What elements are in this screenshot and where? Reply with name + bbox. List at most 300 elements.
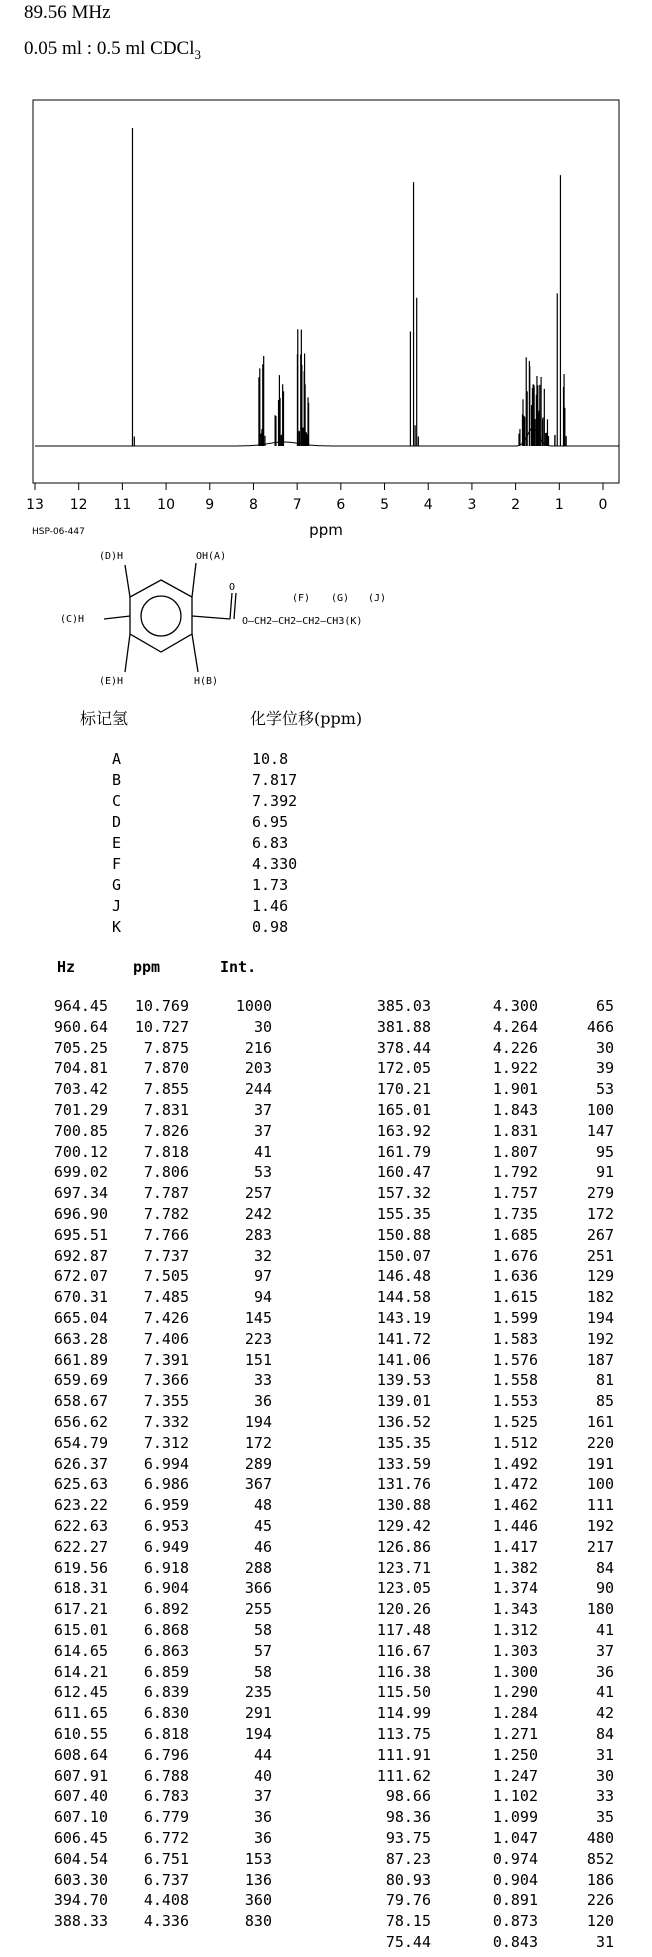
peak-hz: 672.07 [53,1267,108,1286]
peak-row [0,1101,652,1121]
peak-hz: 607.91 [53,1766,108,1785]
peak-int: 180 [586,1600,614,1619]
peak-ppm: 1.576 [492,1350,538,1369]
x-tick-label: 12 [69,497,88,513]
peak-hz: 697.34 [53,1184,108,1203]
peak-int: 242 [244,1205,272,1223]
peak-hz: 172.05 [376,1059,431,1078]
shift-value: 1.73 [252,876,289,894]
peak-row [0,1704,652,1724]
peak-int: 37 [253,1101,272,1119]
peak-hz: 614.65 [53,1641,108,1660]
peak-int: 192 [586,1517,614,1535]
peak-hz: 139.53 [376,1371,431,1390]
shift-label: F [112,855,122,873]
peak-int: 187 [586,1350,614,1369]
peak-hz: 98.36 [385,1808,431,1827]
peak-hz: 150.07 [376,1246,431,1265]
peak-ppm: 0.904 [492,1870,538,1889]
peak-ppm: 7.485 [143,1288,189,1307]
peak-ppm: 4.336 [143,1912,189,1931]
peak-int: 48 [253,1496,272,1515]
peak-hz: 160.47 [376,1163,431,1182]
shift-label: G [112,876,122,894]
peak-int: 100 [586,1101,614,1119]
peak-int: 57 [253,1641,272,1660]
peak-ppm: 10.769 [134,997,189,1015]
x-tick-label: 8 [249,497,258,513]
peak-ppm: 6.868 [143,1621,189,1639]
peak-int: 172 [244,1433,272,1452]
peak-int: 45 [253,1517,272,1535]
peak-ppm: 4.226 [492,1038,538,1057]
peak-hz: 622.27 [53,1537,108,1556]
peak-int: 251 [586,1246,614,1265]
peak-int: 289 [244,1454,272,1473]
peak-row [0,1205,652,1225]
peak-ppm: 7.406 [143,1329,189,1348]
peak-row [0,1392,652,1412]
peak-int: 288 [244,1558,272,1577]
peak-row [0,1787,652,1807]
peak-hz: 111.91 [376,1745,431,1764]
peak-int: 90 [595,1579,614,1598]
peak-int: 30 [253,1017,272,1036]
peak-int: 95 [595,1142,614,1161]
peak-hz: 618.31 [53,1579,108,1598]
spectrometer-frequency: 89.56 MHz [24,2,111,23]
peak-int: 32 [253,1246,272,1265]
peak-ppm: 1.462 [492,1496,538,1515]
peak-row [0,1683,652,1703]
peak-ppm: 6.783 [143,1787,189,1806]
peak-hz: 606.45 [53,1829,108,1847]
peak-int: 33 [595,1787,614,1806]
peak-ppm: 1.831 [492,1121,538,1140]
peak-hz: 659.69 [53,1371,108,1390]
peak-int: 40 [253,1766,272,1785]
peak-ppm: 6.779 [143,1808,189,1827]
peak-int: 91 [595,1163,614,1182]
peak-hz: 75.44 [385,1933,431,1951]
peak-header-hz: Hz [57,958,76,976]
peak-ppm: 1.343 [492,1600,538,1619]
shift-value: 7.817 [252,771,298,789]
peak-hz: 615.01 [53,1621,108,1639]
peak-int: 1000 [235,997,272,1015]
x-tick-label: 6 [336,497,346,513]
peak-hz: 604.54 [53,1849,108,1868]
peak-row [0,1663,652,1683]
peak-ppm: 1.312 [492,1621,538,1639]
peak-hz: 144.58 [376,1288,431,1307]
peak-ppm: 6.788 [143,1766,189,1785]
peak-ppm: 6.796 [143,1745,189,1764]
peak-hz: 157.32 [376,1184,431,1203]
peak-ppm: 7.355 [143,1392,189,1411]
peak-hz: 123.05 [376,1579,431,1598]
peak-row [0,1579,652,1599]
sample-subscript: 3 [194,46,201,62]
peak-hz: 130.88 [376,1496,431,1515]
peak-ppm: 1.676 [492,1246,538,1265]
peak-ppm: 1.843 [492,1101,538,1119]
peak-int: 33 [253,1371,272,1390]
peak-ppm: 6.818 [143,1725,189,1743]
peak-int: 53 [595,1080,614,1099]
peak-ppm: 7.366 [143,1371,189,1390]
peak-int: 97 [253,1267,272,1286]
peak-int: 41 [595,1621,614,1639]
x-tick-label: 11 [113,497,132,513]
peak-int: 58 [253,1621,272,1639]
peak-ppm: 1.558 [492,1371,538,1390]
peak-hz: 126.86 [376,1537,431,1556]
shift-value: 7.392 [252,792,298,810]
sample-text: 0.05 ml : 0.5 ml CDCl [24,38,195,59]
peak-row [0,1143,652,1163]
peak-row [0,1475,652,1495]
peak-hz: 658.67 [53,1392,108,1411]
shift-label: K [112,918,122,936]
peak-int: 129 [586,1267,614,1286]
peak-ppm: 6.986 [143,1475,189,1494]
peak-int: 360 [244,1891,272,1910]
peak-row [0,1496,652,1516]
peak-row [0,1912,652,1932]
x-tick-label: 1 [554,497,564,513]
peak-ppm: 7.332 [143,1413,189,1431]
peak-hz: 163.92 [376,1121,431,1140]
peak-hz: 143.19 [376,1309,431,1327]
x-tick-label: 10 [157,497,175,513]
peak-int: 226 [586,1891,614,1910]
peak-ppm: 7.831 [143,1101,189,1119]
peak-row [0,1039,652,1059]
peak-ppm: 7.426 [143,1309,189,1327]
peak-int: 85 [595,1392,614,1411]
peak-hz: 378.44 [376,1038,431,1057]
peak-hz: 656.62 [53,1413,108,1431]
peak-hz: 161.79 [376,1142,431,1161]
peak-int: 37 [253,1121,272,1140]
peak-hz: 696.90 [53,1205,108,1223]
peak-hz: 626.37 [53,1454,108,1473]
peak-row [0,1891,652,1911]
peak-int: 161 [586,1413,614,1431]
peak-row [0,1933,652,1953]
peak-hz: 113.75 [376,1725,431,1743]
peak-int: 216 [244,1038,272,1057]
peak-int: 145 [244,1309,272,1327]
peak-hz: 87.23 [385,1849,431,1868]
x-tick-label: 13 [26,497,44,513]
peak-hz: 165.01 [376,1101,431,1119]
peak-hz: 135.35 [376,1433,431,1452]
peak-int: 35 [595,1808,614,1827]
peak-hz: 116.38 [376,1662,431,1681]
peak-hz: 622.63 [53,1517,108,1535]
shift-label: C [112,792,122,810]
label-carbonyl-o: O [229,582,236,593]
peak-ppm: 1.290 [492,1683,538,1702]
peak-ppm: 1.284 [492,1704,538,1723]
label-g: (G) [331,593,350,604]
label-d: (D)H [99,551,124,562]
peak-ppm: 6.751 [143,1849,189,1868]
peak-hz: 701.29 [53,1101,108,1119]
peak-ppm: 7.312 [143,1433,189,1452]
peak-int: 182 [586,1288,614,1307]
peak-int: 151 [244,1350,272,1369]
peak-hz: 623.22 [53,1496,108,1515]
peak-ppm: 1.250 [492,1745,538,1764]
peak-int: 153 [244,1849,272,1868]
peak-ppm: 7.875 [143,1038,189,1057]
peak-hz: 133.59 [376,1454,431,1473]
peak-row [0,1808,652,1828]
peak-ppm: 6.918 [143,1558,189,1577]
peak-hz: 703.42 [53,1080,108,1099]
peak-ppm: 1.271 [492,1725,538,1743]
peak-int: 194 [244,1413,272,1431]
peak-int: 194 [244,1725,272,1743]
peak-int: 94 [253,1288,272,1307]
peak-ppm: 6.953 [143,1517,189,1535]
peak-int: 65 [595,997,614,1015]
peak-ppm: 6.892 [143,1600,189,1619]
peak-ppm: 1.792 [492,1163,538,1182]
shift-label: D [112,813,122,831]
peak-hz: 117.48 [376,1621,431,1639]
peak-row [0,1829,652,1849]
peak-int: 136 [244,1870,272,1889]
peak-hz: 116.67 [376,1641,431,1660]
peak-int: 37 [595,1641,614,1660]
peak-int: 191 [586,1454,614,1473]
peak-row [0,1600,652,1620]
peak-int: 192 [586,1329,614,1348]
peak-ppm: 1.417 [492,1537,538,1556]
peak-row [0,1247,652,1267]
peak-int: 830 [244,1912,272,1931]
peak-ppm: 1.553 [492,1392,538,1411]
peak-int: 367 [244,1475,272,1494]
shift-header-value: 化学位移(ppm) [250,709,363,728]
peak-row [0,1163,652,1183]
peak-ppm: 6.737 [143,1870,189,1889]
peak-int: 217 [586,1537,614,1556]
peak-hz: 704.81 [53,1059,108,1078]
peak-row [0,1122,652,1142]
peak-int: 223 [244,1329,272,1348]
peak-hz: 700.12 [53,1142,108,1161]
peak-hz: 123.71 [376,1558,431,1577]
peak-ppm: 1.583 [492,1329,538,1348]
peak-header-ppm: ppm [133,958,161,976]
peak-int: 30 [595,1038,614,1057]
peak-ppm: 1.599 [492,1309,538,1327]
peak-ppm: 1.807 [492,1142,538,1161]
peak-ppm: 1.374 [492,1579,538,1598]
peak-hz: 129.42 [376,1517,431,1535]
peak-hz: 670.31 [53,1288,108,1307]
peak-hz: 610.55 [53,1725,108,1743]
peak-hz: 111.62 [376,1766,431,1785]
peak-row [0,1059,652,1079]
peak-row [0,1330,652,1350]
peak-int: 36 [253,1829,272,1847]
peak-ppm: 1.102 [492,1787,538,1806]
peak-hz: 155.35 [376,1205,431,1223]
x-tick-label: 0 [598,497,608,513]
peak-ppm: 1.525 [492,1413,538,1431]
peak-hz: 700.85 [53,1121,108,1140]
peak-int: 41 [595,1683,614,1702]
peak-int: 291 [244,1704,272,1723]
peak-int: 235 [244,1683,272,1702]
peak-ppm: 1.901 [492,1080,538,1099]
peak-ppm: 1.492 [492,1454,538,1473]
peak-ppm: 1.247 [492,1766,538,1785]
peak-int: 44 [253,1745,272,1764]
x-tick-label: 3 [467,497,477,513]
peak-ppm: 7.855 [143,1080,189,1099]
peak-int: 267 [586,1225,614,1244]
peak-hz: 654.79 [53,1433,108,1452]
peak-hz: 607.40 [53,1787,108,1806]
peak-row [0,1746,652,1766]
peak-int: 42 [595,1704,614,1723]
peak-row [0,1871,652,1891]
peak-hz: 705.25 [53,1038,108,1057]
peak-hz: 146.48 [376,1267,431,1286]
peak-ppm: 7.787 [143,1184,189,1203]
peak-int: 36 [253,1808,272,1827]
peak-hz: 663.28 [53,1329,108,1348]
peak-ppm: 0.843 [492,1933,538,1951]
peak-ppm: 0.873 [492,1912,538,1931]
peak-int: 244 [244,1080,272,1099]
peak-ppm: 0.891 [492,1891,538,1910]
peak-hz: 661.89 [53,1350,108,1369]
label-oh: OH(A) [196,551,227,562]
peak-ppm: 7.782 [143,1205,189,1223]
peak-hz: 150.88 [376,1225,431,1244]
peak-ppm: 1.922 [492,1059,538,1078]
peak-hz: 131.76 [376,1475,431,1494]
peak-hz: 619.56 [53,1558,108,1577]
peak-hz: 695.51 [53,1225,108,1244]
peak-int: 120 [586,1912,614,1931]
peak-int: 186 [586,1870,614,1889]
peak-row [0,1288,652,1308]
peak-ppm: 4.264 [492,1017,538,1036]
peak-hz: 141.06 [376,1350,431,1369]
peak-ppm: 1.099 [492,1808,538,1827]
peak-int: 111 [586,1496,614,1515]
peak-hz: 115.50 [376,1683,431,1702]
peak-hz: 603.30 [53,1870,108,1889]
spectrum-id: HSP-06-447 [32,527,85,537]
peak-int: 41 [253,1142,272,1161]
spectrum-peaks [132,128,566,446]
shift-value: 10.8 [252,750,289,768]
peak-hz: 394.70 [53,1891,108,1910]
peak-ppm: 1.300 [492,1662,538,1681]
x-tick-label: 4 [423,497,433,513]
peak-ppm: 0.974 [492,1849,538,1868]
peak-ppm: 1.757 [492,1184,538,1203]
peak-ppm: 6.994 [143,1454,189,1473]
peak-int: 30 [595,1766,614,1785]
label-f: (F) [292,593,311,604]
peak-int: 172 [586,1205,614,1223]
peak-ppm: 1.636 [492,1267,538,1286]
peak-int: 279 [586,1184,614,1203]
peak-int: 36 [595,1662,614,1681]
peak-int: 81 [595,1371,614,1390]
peak-int: 31 [595,1933,614,1951]
peak-int: 194 [586,1309,614,1327]
peak-hz: 79.76 [385,1891,431,1910]
peak-hz: 692.87 [53,1246,108,1265]
peak-hz: 699.02 [53,1163,108,1182]
peak-int: 84 [595,1558,614,1577]
peak-ppm: 1.382 [492,1558,538,1577]
label-chain: O—CH2—CH2—CH2—CH3(K) [242,616,363,627]
peak-hz: 381.88 [376,1017,431,1036]
peak-row [0,1538,652,1558]
peak-ppm: 6.859 [143,1662,189,1681]
peak-ppm: 1.685 [492,1225,538,1244]
peak-ppm: 7.505 [143,1267,189,1286]
x-tick-label: 7 [292,497,302,513]
peak-hz: 114.99 [376,1704,431,1723]
shift-value: 4.330 [252,855,298,873]
peak-hz: 614.21 [53,1662,108,1681]
peak-hz: 608.64 [53,1745,108,1764]
peak-row [0,1642,652,1662]
peak-ppm: 1.512 [492,1433,538,1452]
peak-hz: 617.21 [53,1600,108,1619]
peak-ppm: 6.839 [143,1683,189,1702]
peak-ppm: 4.300 [492,997,538,1015]
peak-ppm: 6.959 [143,1496,189,1515]
peak-int: 39 [595,1059,614,1078]
peak-ppm: 7.826 [143,1121,189,1140]
peak-int: 100 [586,1475,614,1494]
peak-int: 366 [244,1579,272,1598]
peak-hz: 78.15 [385,1912,431,1931]
peak-int: 84 [595,1725,614,1743]
peak-hz: 385.03 [376,997,431,1015]
peak-int: 203 [244,1059,272,1078]
peak-row [0,1184,652,1204]
peak-row [0,1559,652,1579]
peak-hz: 141.72 [376,1329,431,1348]
peak-row [0,1018,652,1038]
peak-row [0,1767,652,1787]
label-b: H(B) [194,676,219,687]
peak-ppm: 4.408 [143,1891,189,1910]
peak-ppm: 6.830 [143,1704,189,1723]
peak-int: 257 [244,1184,272,1203]
peak-int: 466 [586,1017,614,1036]
peak-int: 58 [253,1662,272,1681]
peak-ppm: 6.772 [143,1829,189,1847]
x-axis-ticks [26,483,607,513]
